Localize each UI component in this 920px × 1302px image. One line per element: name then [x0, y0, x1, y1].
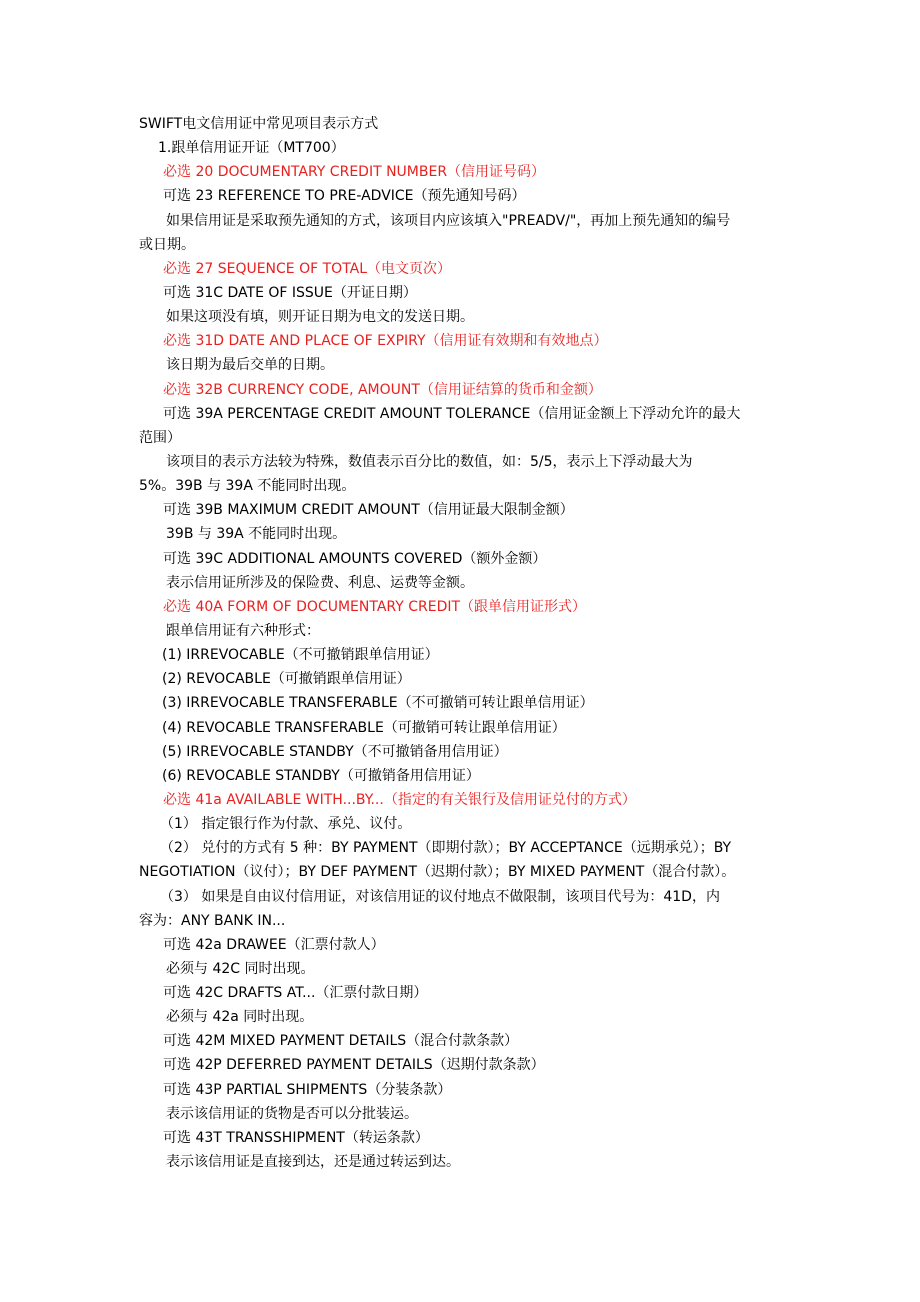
description-line: NEGOTIATION（议付）；BY DEF PAYMENT（迟期付款）；BY MIXED PAYMENT（混合付款）。 — [139, 864, 736, 881]
description-line: 如果这项没有填，则开证日期为电文的发送日期。 — [166, 309, 474, 326]
field-line-required: 必选 27 SEQUENCE OF TOTAL（电文页次） — [163, 260, 452, 277]
description-line: 5%。39B 与 39A 不能同时出现。 — [139, 478, 356, 495]
section-heading: 1.跟单信用证开证（MT700） — [158, 140, 345, 157]
field-line-optional: 可选 23 REFERENCE TO PRE-ADVICE（预先通知号码） — [163, 188, 526, 205]
list-item: (1) IRREVOCABLE（不可撤销跟单信用证） — [162, 647, 439, 664]
field-line-optional: 可选 39B MAXIMUM CREDIT AMOUNT（信用证最大限制金额） — [163, 502, 574, 519]
list-item: (3) IRREVOCABLE TRANSFERABLE（不可撤销可转让跟单信用证） — [162, 695, 594, 712]
list-item: （1） 指定银行作为付款、承兑、议付。 — [160, 816, 412, 833]
description-line: 如果信用证是采取预先通知的方式，该项目内应该填入"PREADV/"，再加上预先通知的编号 — [166, 212, 731, 229]
description-line: 或日期。 — [139, 236, 195, 253]
description-line: 表示该信用证是直接到达，还是通过转运到达。 — [166, 1154, 460, 1171]
field-line-required: 必选 41a AVAILABLE WITH...BY...（指定的有关银行及信用证兑付的方式） — [163, 791, 636, 808]
description-line: 该项目的表示方法较为特殊，数值表示百分比的数值，如：5/5，表示上下浮动最大为 — [166, 453, 693, 470]
field-line-optional: 可选 42P DEFERRED PAYMENT DETAILS（迟期付款条款） — [163, 1057, 545, 1074]
list-item: （3） 如果是自由议付信用证，对该信用证的议付地点不做限制，该项目代号为：41D，内 — [160, 888, 720, 905]
field-line-optional: 可选 31C DATE OF ISSUE（开证日期） — [163, 284, 417, 301]
list-item: （2） 兑付的方式有 5 种：BY PAYMENT（即期付款）；BY ACCEPTANCE（远期承兑）；BY — [160, 840, 732, 857]
field-line-optional: 可选 43P PARTIAL SHIPMENTS（分装条款） — [163, 1081, 452, 1098]
field-line-optional: 可选 42C DRAFTS AT...（汇票付款日期） — [163, 985, 428, 1002]
description-line: 表示信用证所涉及的保险费、利息、运费等金额。 — [166, 574, 474, 591]
field-line-optional: 可选 39A PERCENTAGE CREDIT AMOUNT TOLERANCE（信用证金额上下浮动允许的最大 — [163, 405, 741, 422]
list-item: (6) REVOCABLE STANDBY（可撤销备用信用证） — [162, 767, 480, 784]
description-line: 范围） — [139, 429, 181, 446]
description-line: 容为：ANY BANK IN... — [139, 912, 286, 929]
description-line: 该日期为最后交单的日期。 — [166, 357, 334, 374]
field-line-optional: 可选 39C ADDITIONAL AMOUNTS COVERED（额外金额） — [163, 550, 547, 567]
description-line: 39B 与 39A 不能同时出现。 — [166, 526, 347, 543]
field-line-optional: 可选 43T TRANSSHIPMENT（转运条款） — [163, 1129, 429, 1146]
field-line-required: 必选 20 DOCUMENTARY CREDIT NUMBER（信用证号码） — [163, 164, 546, 181]
list-item: (2) REVOCABLE（可撤销跟单信用证） — [162, 671, 411, 688]
list-item: (5) IRREVOCABLE STANDBY（不可撤销备用信用证） — [162, 743, 508, 760]
field-line-required: 必选 40A FORM OF DOCUMENTARY CREDIT（跟单信用证形式） — [163, 598, 587, 615]
description-line: 必须与 42C 同时出现。 — [166, 960, 315, 977]
field-line-required: 必选 32B CURRENCY CODE, AMOUNT（信用证结算的货币和金额） — [163, 381, 602, 398]
field-line-optional: 可选 42M MIXED PAYMENT DETAILS（混合付款条款） — [163, 1033, 519, 1050]
description-line: 跟单信用证有六种形式： — [166, 622, 320, 639]
document-body — [0, 112, 920, 1174]
description-line: 表示该信用证的货物是否可以分批装运。 — [166, 1105, 418, 1122]
description-line: 必须与 42a 同时出现。 — [166, 1009, 314, 1026]
field-line-optional: 可选 42a DRAWEE（汇票付款人） — [163, 936, 385, 953]
document-title: SWIFT电文信用证中常见项目表示方式 — [139, 116, 379, 132]
field-line-required: 必选 31D DATE AND PLACE OF EXPIRY（信用证有效期和有效地点） — [163, 333, 608, 350]
list-item: (4) REVOCABLE TRANSFERABLE（可撤销可转让跟单信用证） — [162, 719, 566, 736]
